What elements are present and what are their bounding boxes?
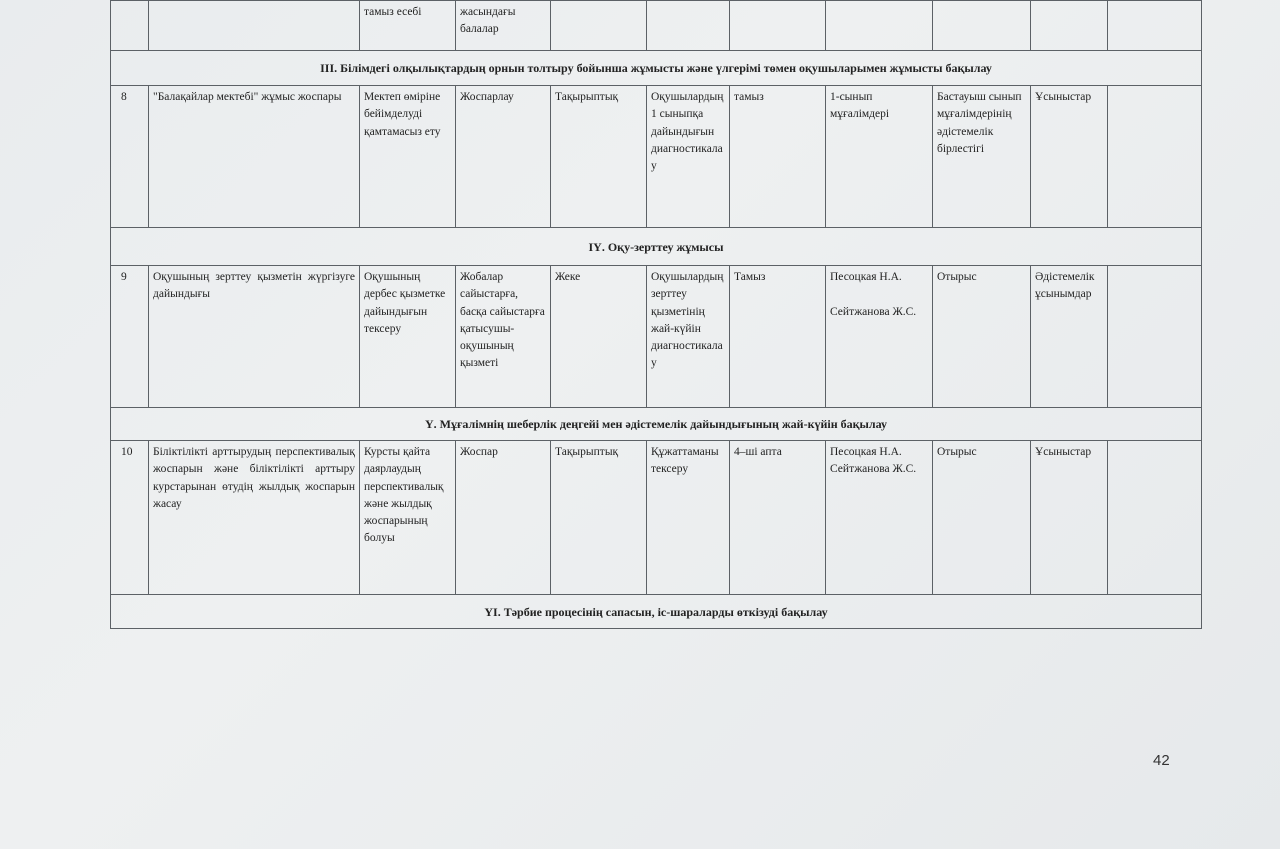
page-number: 42 <box>1153 752 1170 769</box>
table-row <box>111 86 1202 228</box>
control-method: Оқушылардың 1 сыныпқа дайындығын диагностикалау <box>647 86 730 228</box>
result: Ұсыныстар <box>1031 86 1108 228</box>
row-number: 9 <box>111 266 149 408</box>
control-method: Оқушылардың зерттеу қызметінің жай-күйін диагностикалау <box>647 266 730 408</box>
control-type: Тақырыптық <box>551 441 647 595</box>
control-topic: Оқушының зерттеу қызметін жүргізуге дайындығы <box>149 266 360 408</box>
review-place: Отырыс <box>933 266 1031 408</box>
control-topic: Біліктілікті арттырудың перспективалық жоспарын және біліктілікті арттыру курстарынан өтудің жылдық жоспарын жасау <box>149 441 360 595</box>
section-header-row <box>111 595 1202 629</box>
table-row <box>111 1 1202 51</box>
section-header-row <box>111 408 1202 441</box>
control-method: Құжаттаманы тексеру <box>647 441 730 595</box>
row-number: 10 <box>111 441 149 595</box>
responsible: 1-сынып мұғалімдері <box>826 86 933 228</box>
control-object: Жоспар <box>456 441 551 595</box>
section-title: ҮІ. Тәрбие процесінің сапасын, іс-шараларды өткізуді бақылау <box>111 595 1202 629</box>
cell: жасындағы балалар <box>456 1 551 51</box>
control-time: тамыз <box>730 86 826 228</box>
table-row <box>111 266 1202 408</box>
control-type: Тақырыптық <box>551 86 647 228</box>
responsible: Песоцкая Н.А. Сейтжанова Ж.С. <box>826 266 933 408</box>
control-goal: Оқушының дербес қызметке дайындығын тексеру <box>360 266 456 408</box>
control-object: Жобалар сайыстарға, басқа сайыстарға қатысушы-оқушының қызметі <box>456 266 551 408</box>
cell: тамыз есебі <box>360 1 456 51</box>
section-title: ІҮ. Оқу-зерттеу жұмысы <box>111 228 1202 266</box>
result: Әдістемелік ұсынымдар <box>1031 266 1108 408</box>
control-goal: Курсты қайта даярлаудың перспективалық және жылдық жоспарының болуы <box>360 441 456 595</box>
control-time: Тамыз <box>730 266 826 408</box>
control-plan-table <box>110 0 1202 629</box>
control-type: Жеке <box>551 266 647 408</box>
section-header-row <box>111 51 1202 86</box>
section-title: ІІІ. Білімдегі олқылықтардың орнын толтыру бойынша жұмысты және үлгерімі төмен оқушыларымен жұмысты бақылау <box>111 51 1202 86</box>
control-time: 4–ші апта <box>730 441 826 595</box>
section-title: Ү. Мұғалімнің шеберлік деңгейі мен әдістемелік дайындығының жай-күйін бақылау <box>111 408 1202 441</box>
control-goal: Мектеп өміріне бейімделуді қамтамасыз ету <box>360 86 456 228</box>
responsible: Песоцкая Н.А. Сейтжанова Ж.С. <box>826 441 933 595</box>
result: Ұсыныстар <box>1031 441 1108 595</box>
table-row <box>111 441 1202 595</box>
row-number: 8 <box>111 86 149 228</box>
review-place: Отырыс <box>933 441 1031 595</box>
control-object: Жоспарлау <box>456 86 551 228</box>
section-header-row <box>111 228 1202 266</box>
control-topic: "Балақайлар мектебі" жұмыс жоспары <box>149 86 360 228</box>
review-place: Бастауыш сынып мұғалімдерінің әдістемелік бірлестігі <box>933 86 1031 228</box>
